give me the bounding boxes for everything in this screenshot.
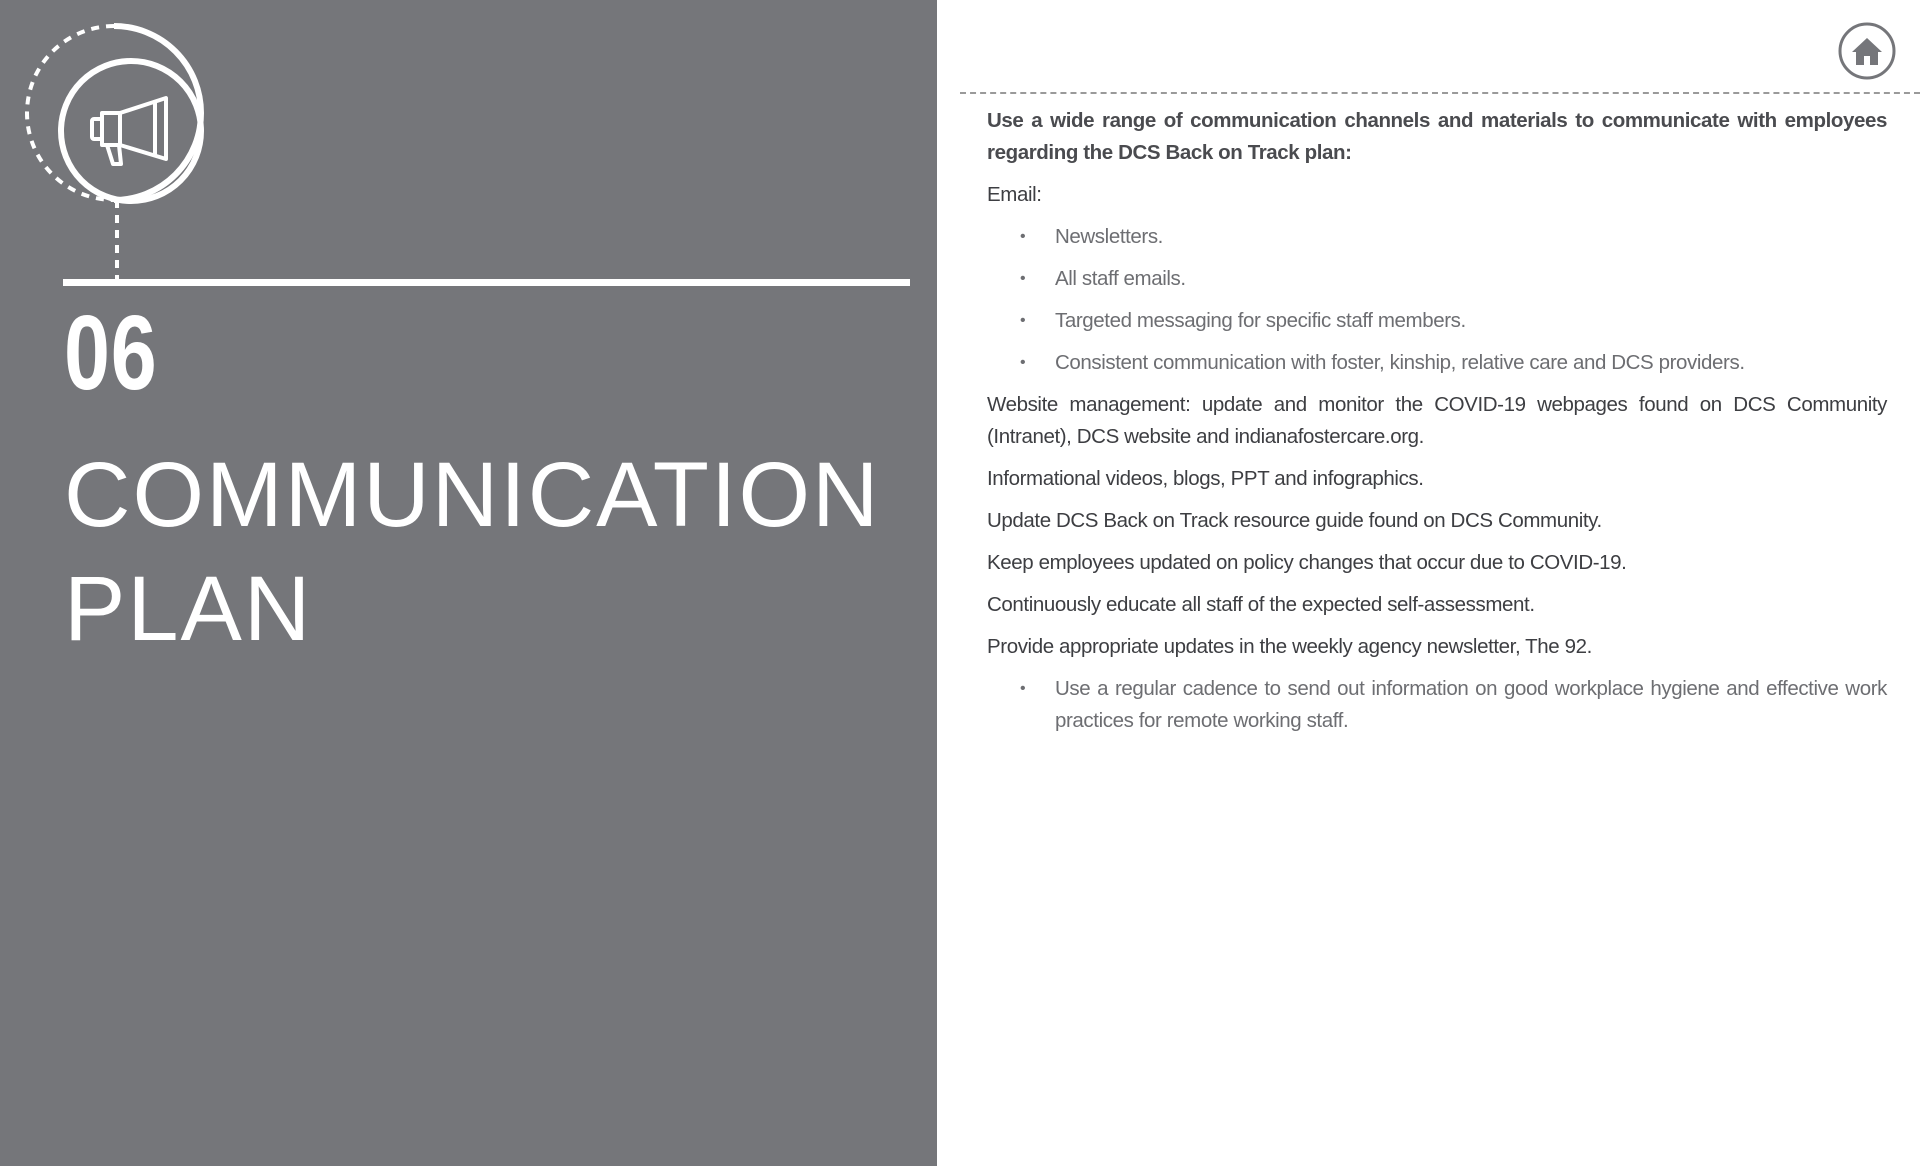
list-item: [987, 673, 1887, 737]
section-title-line-2: PLAN: [64, 558, 313, 660]
bullet-icon: •: [1020, 312, 1026, 329]
resource-guide-text: Update DCS Back on Track resource guide found on DCS Community.: [987, 509, 1602, 532]
list-item-text: Consistent communication with foster, kinship, relative care and DCS providers.: [1055, 351, 1745, 374]
section-title: [64, 438, 924, 666]
intro-text: Use a wide range of communication channels and materials to communicate with employees regarding the DCS Back on Track plan:: [987, 109, 1887, 164]
section-number: 06: [64, 294, 158, 412]
bullet-icon: •: [1020, 228, 1026, 245]
email-label: Email:: [987, 183, 1042, 206]
newsletter-text: Provide appropriate updates in the weekly agency newsletter, The 92.: [987, 635, 1592, 658]
list-item: [987, 305, 1887, 337]
section-divider: [63, 279, 910, 286]
policy-text: Keep employees updated on policy changes that occur due to COVID-19.: [987, 551, 1627, 574]
home-icon[interactable]: [1838, 22, 1896, 80]
list-item-text: Newsletters.: [1055, 225, 1163, 248]
email-list: [987, 221, 1887, 379]
bullet-icon: •: [1020, 270, 1026, 287]
list-item-text: Targeted messaging for specific staff members.: [1055, 309, 1466, 332]
videos-text: Informational videos, blogs, PPT and infographics.: [987, 467, 1424, 490]
list-item-text: All staff emails.: [1055, 267, 1186, 290]
educate-text: Continuously educate all staff of the expected self-assessment.: [987, 593, 1535, 616]
bullet-icon: •: [1020, 354, 1026, 371]
content-body: [987, 105, 1887, 747]
section-title-line-1: COMMUNICATION: [64, 444, 881, 546]
list-item: [987, 263, 1887, 295]
list-item: [987, 221, 1887, 253]
header-dashed-rule: [960, 92, 1920, 94]
megaphone-icon: [18, 18, 246, 288]
website-text: Website management: update and monitor the COVID-19 webpages found on DCS Community (Intranet), DCS website and indianafostercare.org.: [987, 393, 1887, 448]
newsletter-list: [987, 673, 1887, 737]
section-cover-panel: [0, 0, 937, 1166]
list-item: [987, 347, 1887, 379]
bullet-icon: •: [1020, 680, 1026, 697]
list-item-text: Use a regular cadence to send out information on good workplace hygiene and effective work practices for remote working staff.: [1055, 677, 1887, 732]
